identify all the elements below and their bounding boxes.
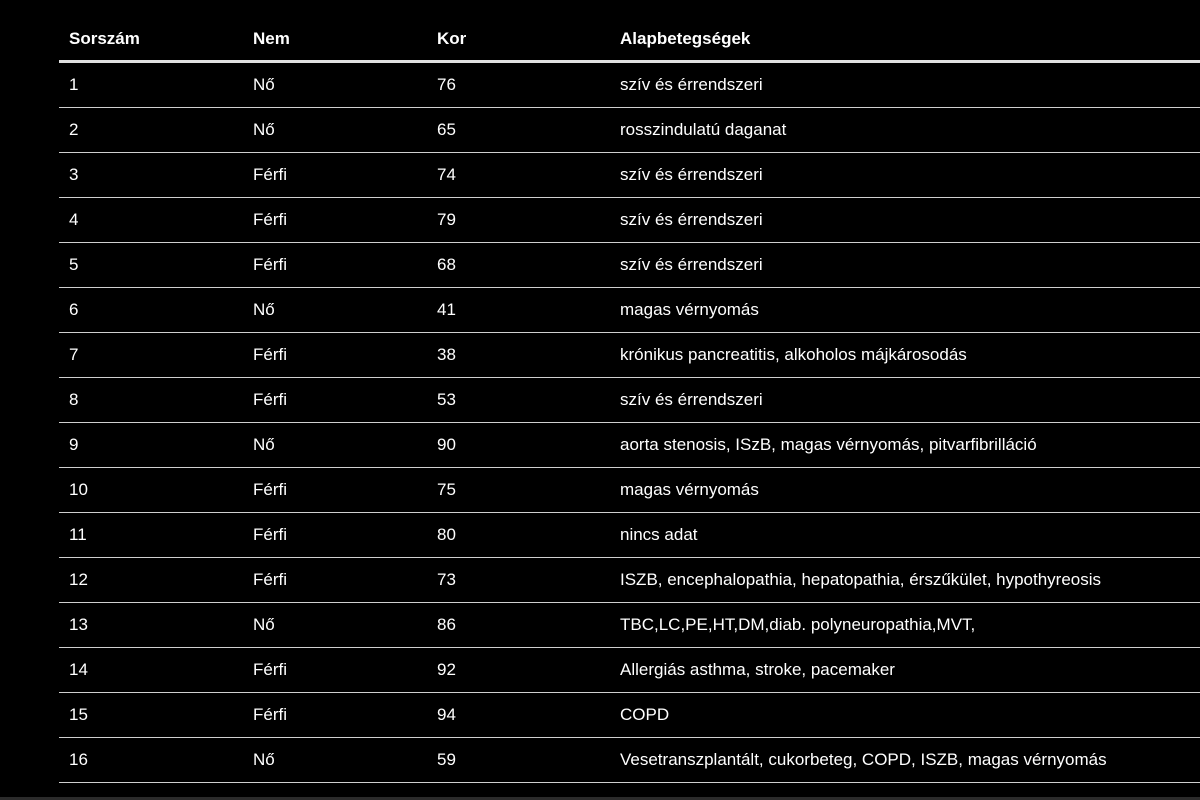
cell-alapbetegsegek: szív és érrendszeri — [610, 378, 1200, 423]
table-row — [59, 243, 1200, 288]
cell-sorszam: 16 — [59, 738, 243, 783]
cell-nem: Férfi — [243, 468, 427, 513]
header-kor: Kor — [427, 17, 610, 62]
cell-alapbetegsegek: aorta stenosis, ISzB, magas vérnyomás, pitvarfibrilláció — [610, 423, 1200, 468]
cell-nem: Nő — [243, 288, 427, 333]
cell-alapbetegsegek: COPD — [610, 693, 1200, 738]
table-row — [59, 693, 1200, 738]
cell-alapbetegsegek: Allergiás asthma, stroke, pacemaker — [610, 648, 1200, 693]
cell-nem: Férfi — [243, 378, 427, 423]
cell-sorszam: 14 — [59, 648, 243, 693]
cell-alapbetegsegek: Vesetranszplantált, cukorbeteg, COPD, ISZB, magas vérnyomás — [610, 738, 1200, 783]
cell-nem: Nő — [243, 423, 427, 468]
cell-kor: 80 — [427, 513, 610, 558]
table-row — [59, 513, 1200, 558]
cell-sorszam: 11 — [59, 513, 243, 558]
cell-nem: Nő — [243, 108, 427, 153]
cell-alapbetegsegek: nincs adat — [610, 513, 1200, 558]
table-row — [59, 378, 1200, 423]
cell-kor: 41 — [427, 288, 610, 333]
cell-sorszam: 13 — [59, 603, 243, 648]
cell-kor: 92 — [427, 648, 610, 693]
cell-kor: 79 — [427, 198, 610, 243]
cell-alapbetegsegek: szív és érrendszeri — [610, 153, 1200, 198]
cell-sorszam: 1 — [59, 62, 243, 108]
cell-nem: Férfi — [243, 513, 427, 558]
header-nem: Nem — [243, 17, 427, 62]
cell-alapbetegsegek: szív és érrendszeri — [610, 243, 1200, 288]
cell-alapbetegsegek: szív és érrendszeri — [610, 198, 1200, 243]
table-row — [59, 558, 1200, 603]
table-header — [59, 17, 1200, 62]
cell-alapbetegsegek: magas vérnyomás — [610, 468, 1200, 513]
cell-nem: Férfi — [243, 648, 427, 693]
cell-sorszam: 2 — [59, 108, 243, 153]
cell-kor: 38 — [427, 333, 610, 378]
table-row — [59, 108, 1200, 153]
table-row — [59, 153, 1200, 198]
table-row — [59, 333, 1200, 378]
cell-kor: 68 — [427, 243, 610, 288]
cell-nem: Férfi — [243, 198, 427, 243]
cell-alapbetegsegek: rosszindulatú daganat — [610, 108, 1200, 153]
cell-alapbetegsegek: ISZB, encephalopathia, hepatopathia, érszűkület, hypothyreosis — [610, 558, 1200, 603]
cell-kor: 76 — [427, 62, 610, 108]
cell-sorszam: 5 — [59, 243, 243, 288]
cell-sorszam: 7 — [59, 333, 243, 378]
table-container — [59, 17, 1200, 783]
cell-kor: 86 — [427, 603, 610, 648]
patient-table — [59, 17, 1200, 783]
cell-sorszam: 6 — [59, 288, 243, 333]
cell-kor: 74 — [427, 153, 610, 198]
cell-sorszam: 3 — [59, 153, 243, 198]
cell-nem: Férfi — [243, 558, 427, 603]
table-row — [59, 738, 1200, 783]
table-row — [59, 288, 1200, 333]
table-row — [59, 198, 1200, 243]
table-row — [59, 603, 1200, 648]
cell-alapbetegsegek: magas vérnyomás — [610, 288, 1200, 333]
cell-kor: 59 — [427, 738, 610, 783]
header-sorszam: Sorszám — [59, 17, 243, 62]
cell-sorszam: 4 — [59, 198, 243, 243]
cell-sorszam: 12 — [59, 558, 243, 603]
table-row — [59, 468, 1200, 513]
cell-nem: Férfi — [243, 243, 427, 288]
table-row — [59, 423, 1200, 468]
cell-sorszam: 9 — [59, 423, 243, 468]
cell-kor: 75 — [427, 468, 610, 513]
header-alapbetegsegek: Alapbetegségek — [610, 17, 1200, 62]
cell-alapbetegsegek: szív és érrendszeri — [610, 62, 1200, 108]
cell-nem: Nő — [243, 603, 427, 648]
cell-kor: 90 — [427, 423, 610, 468]
cell-nem: Férfi — [243, 693, 427, 738]
cell-nem: Férfi — [243, 333, 427, 378]
cell-sorszam: 8 — [59, 378, 243, 423]
cell-kor: 65 — [427, 108, 610, 153]
cell-alapbetegsegek: TBC,LC,PE,HT,DM,diab. polyneuropathia,MVT, — [610, 603, 1200, 648]
cell-nem: Nő — [243, 62, 427, 108]
cell-kor: 73 — [427, 558, 610, 603]
cell-kor: 94 — [427, 693, 610, 738]
cell-sorszam: 15 — [59, 693, 243, 738]
table-row — [59, 648, 1200, 693]
table-row — [59, 62, 1200, 108]
cell-nem: Férfi — [243, 153, 427, 198]
table-body — [59, 62, 1200, 783]
cell-nem: Nő — [243, 738, 427, 783]
cell-sorszam: 10 — [59, 468, 243, 513]
header-row — [59, 17, 1200, 62]
cell-alapbetegsegek: krónikus pancreatitis, alkoholos májkárosodás — [610, 333, 1200, 378]
cell-kor: 53 — [427, 378, 610, 423]
